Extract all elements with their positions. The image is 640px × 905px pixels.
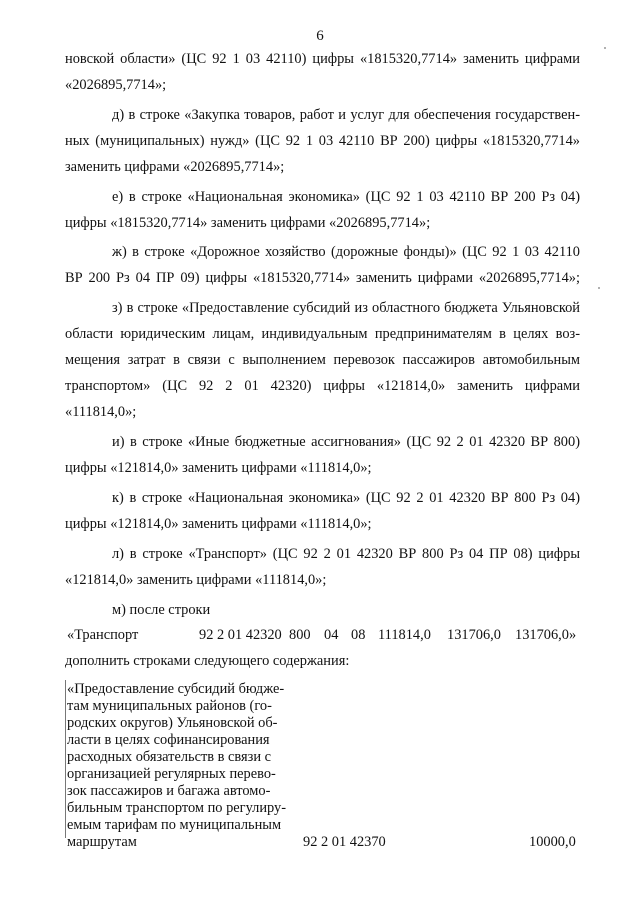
text-line: ВР 200 Рз 04 ПР 09) цифры «1815320,7714» заменить цифрами «2026895,7714»;: [65, 270, 580, 286]
text-line: «2026895,7714»;: [65, 77, 167, 93]
new-row-line: ласти в целях софинансирования: [67, 732, 270, 748]
new-row-line: организацией регулярных перево-: [67, 766, 276, 782]
text-line: области юридическим лицам, индивидуальным предпринимателям в целях воз-: [65, 326, 580, 342]
text-line: з) в строке «Предоставление субсидий из областного бюджета Ульяновской: [112, 300, 580, 316]
new-row-code: 92 2 01 42370: [303, 834, 386, 850]
text-line: д) в строке «Закупка товаров, работ и услуг для обеспечения государствен-: [112, 107, 580, 123]
page-number: 6: [316, 28, 324, 44]
text-line: мещения затрат в связи с выполнением перевозок пассажиров автомобильным: [65, 352, 580, 368]
text-line: заменить цифрами «2026895,7714»;: [65, 159, 285, 175]
scan-speck: [598, 287, 600, 289]
new-row-line: родских округов) Ульяновской об-: [67, 715, 278, 731]
new-row-line: «Предоставление субсидий бюдже-: [67, 681, 285, 697]
text-line: дополнить строками следующего содержания:: [65, 653, 350, 669]
new-row-line: емым тарифам по муниципальным: [67, 817, 282, 833]
text-line: цифры «121814,0» заменить цифрами «111814,0»;: [65, 516, 372, 532]
text-line: цифры «121814,0» заменить цифрами «111814,0»;: [65, 460, 372, 476]
text-line: к) в строке «Национальная экономика» (ЦС 92 2 01 42320 ВР 800 Рз 04): [112, 490, 580, 506]
text-line: и) в строке «Иные бюджетные ассигнования» (ЦС 92 2 01 42320 ВР 800): [112, 434, 580, 450]
text-line: транспортом» (ЦС 92 2 01 42320) цифры «121814,0» заменить цифрами: [65, 378, 580, 394]
text-line: новской области» (ЦС 92 1 03 42110) цифры «1815320,7714» заменить цифрами: [65, 51, 580, 67]
new-row-value: 10000,0: [529, 834, 576, 850]
row-code: 92 2 01 42320: [199, 627, 282, 643]
row-name: «Транспорт: [67, 627, 139, 643]
text-line: ных (муниципальных) нужд» (ЦС 92 1 03 42110 ВР 200) цифры «1815320,7714»: [65, 133, 580, 149]
text-line: м) после строки: [112, 602, 211, 618]
new-row-line: бильным транспортом по регулиру-: [67, 800, 287, 816]
row-pr: 08: [351, 627, 366, 643]
row-vr: 800: [289, 627, 311, 643]
text-line: «111814,0»;: [65, 404, 137, 420]
new-row-line: расходных обязательств в связи с: [67, 749, 272, 765]
row-value-3: 131706,0»: [515, 627, 577, 643]
new-row-line: маршрутам: [67, 834, 137, 850]
row-value-2: 131706,0: [447, 627, 501, 643]
row-rz: 04: [324, 627, 339, 643]
new-row-line: там муниципальных районов (го-: [67, 698, 272, 714]
scan-speck: [604, 47, 606, 49]
row-value-1: 111814,0: [378, 627, 431, 643]
text-line: цифры «1815320,7714» заменить цифрами «2026895,7714»;: [65, 215, 431, 231]
text-line: л) в строке «Транспорт» (ЦС 92 2 01 42320 ВР 800 Рз 04 ПР 08) цифры: [112, 546, 580, 562]
new-row-line: зок пассажиров и багажа автомо-: [67, 783, 271, 799]
text-line: е) в строке «Национальная экономика» (ЦС 92 1 03 42110 ВР 200 Рз 04): [112, 189, 580, 205]
text-line: ж) в строке «Дорожное хозяйство (дорожные фонды)» (ЦС 92 1 03 42110: [112, 244, 580, 260]
text-line: «121814,0» заменить цифрами «111814,0»;: [65, 572, 327, 588]
